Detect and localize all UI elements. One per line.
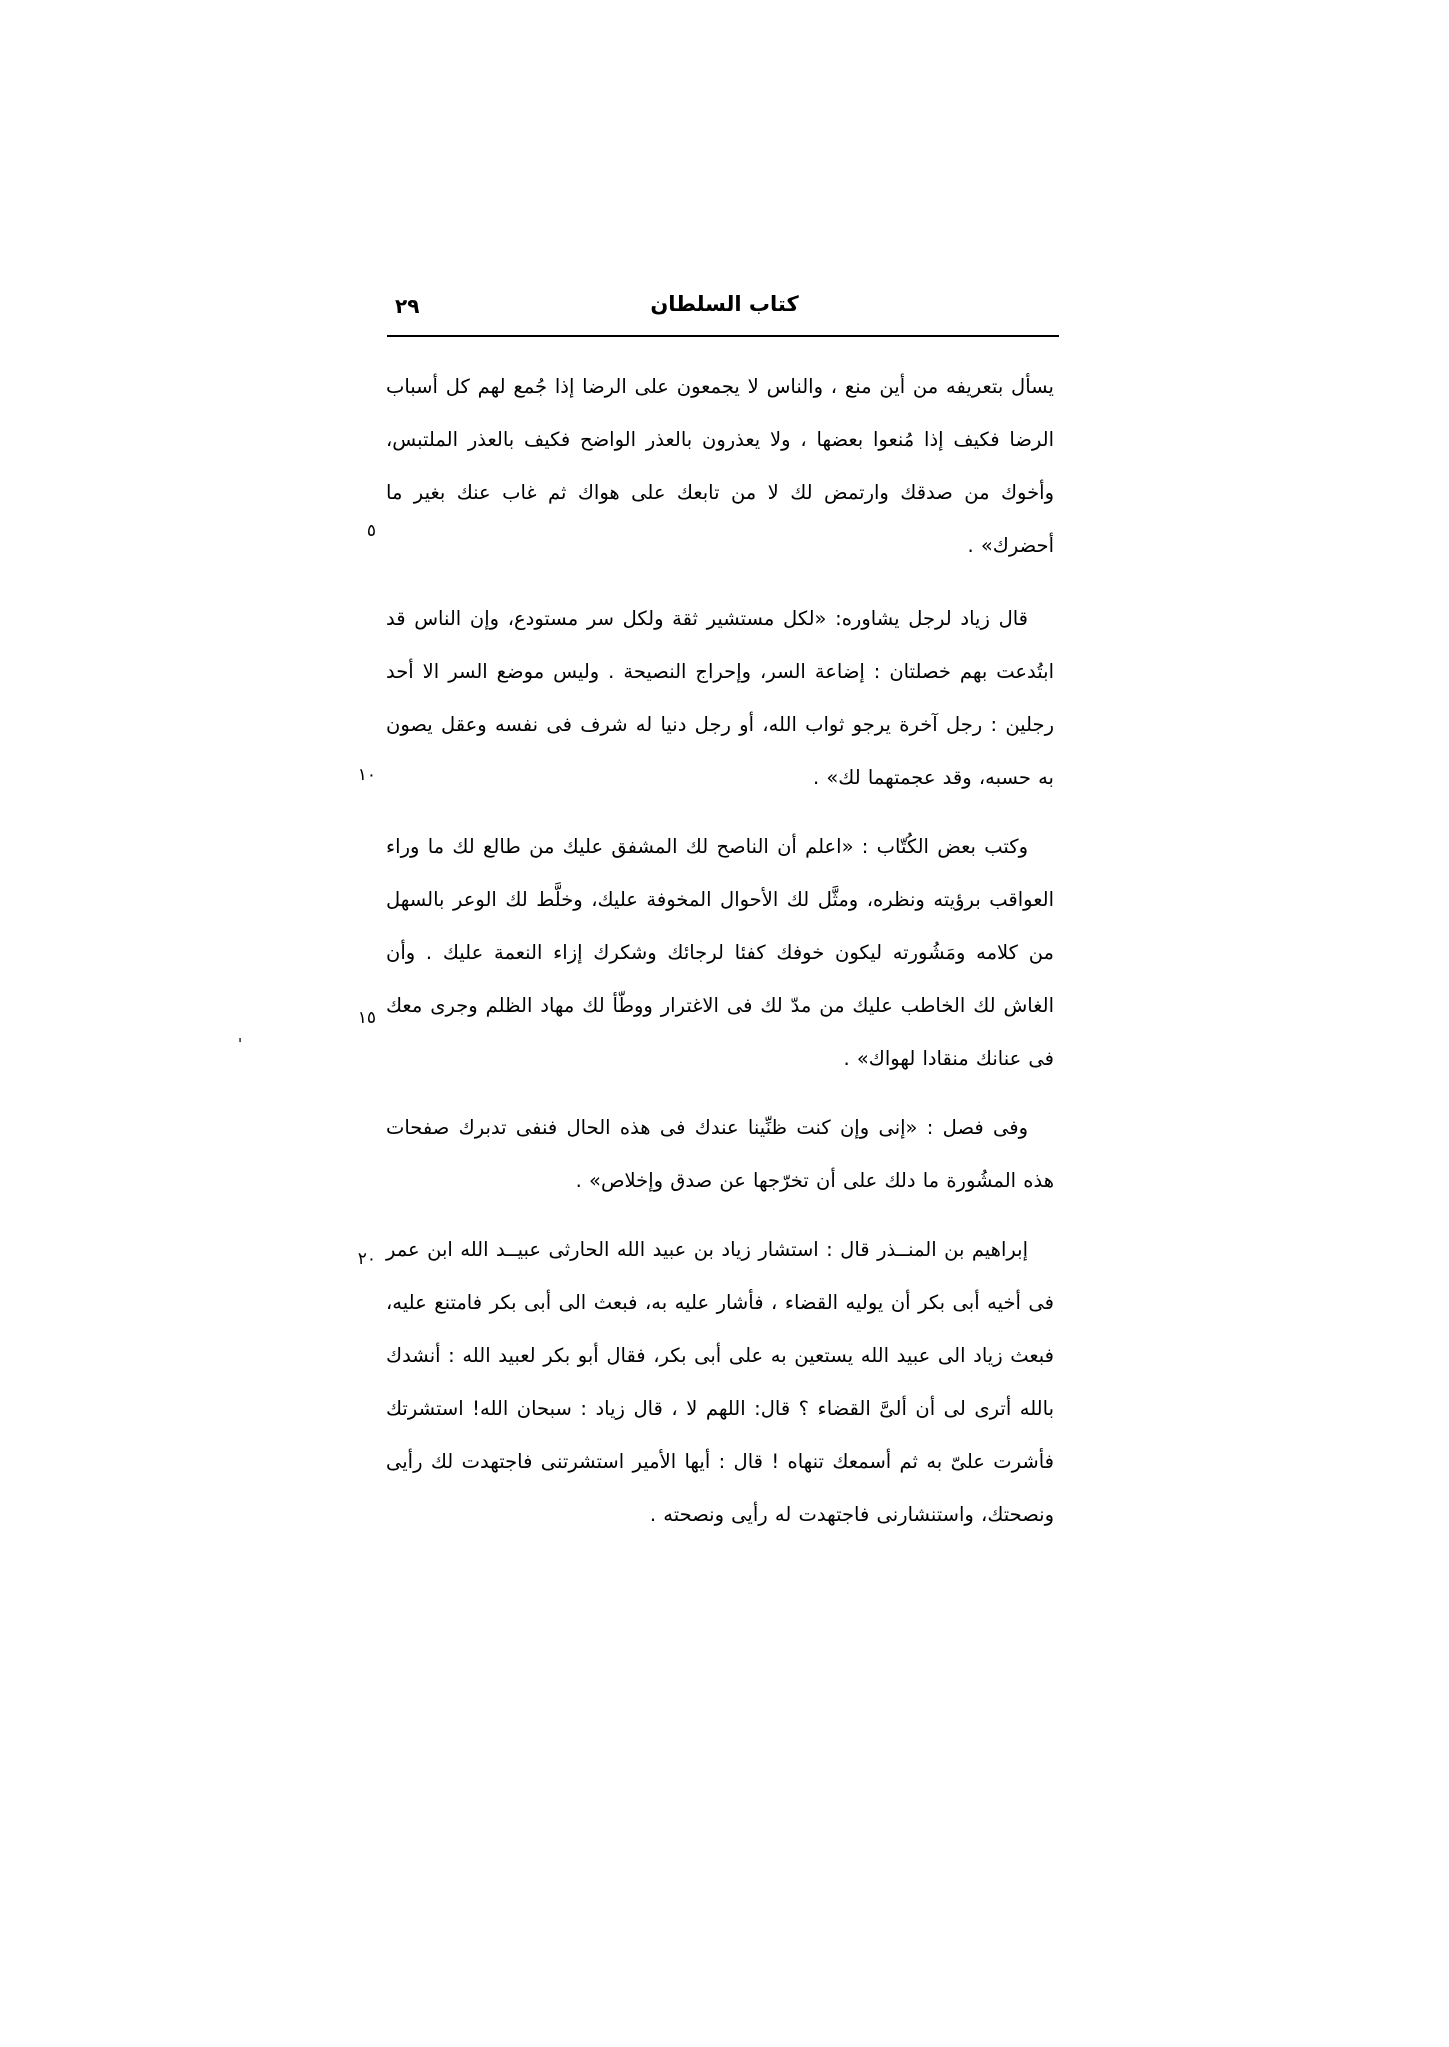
line-number-15: ١٥ <box>357 1008 376 1028</box>
paragraph-5: إبراهيم بن المنــذر قال : استشار زياد بن عبيد الله الحارثى عبيــد الله ابن عمر فى أخيه أبى بكر أن يوليه القضاء ، فأشار عليه به، فبعث الى أبى بكر فامتنع عليه، فبعث زياد الى عبيد الله يستعين به على أبى بكر، فقال أبو بكر لعبيد الله : أنشدك بالله أترى لى أن ألىَّ القضاء ؟ قال: اللهم لا ، قال زياد : سبحان الله! استشرتك فأشرت علىّ به ثم أسمعك تنهاه ! قال : أيها الأمير استشرتنى فاجتهدت لك رأيى ونصحتك، واستنشارنى فاجتهدت له رأيى ونصحته . <box>386 1238 1054 1526</box>
paragraph-1: يسأل بتعريفه من أين منع ، والناس لا يجمعون على الرضا إذا جُمع لهم كل أسباب الرضا فكيف إذا مُنعوا بعضها ، ولا يعذرون بالعذر الواضح فكيف بالعذر الملتبس، وأخوك من صدقك وارتمض لك لا من تابعك على هواك ثم غاب عنك بغير ما أحضرك» . <box>386 375 1054 557</box>
page-header <box>395 292 1054 332</box>
page-number: ٢٩ <box>395 294 420 318</box>
header-rule <box>387 335 1059 337</box>
page-body <box>386 360 1054 1557</box>
book-title: كتاب السلطان <box>650 292 799 316</box>
paragraph-2: قال زياد لرجل يشاوره: «لكل مستشير ثقة ولكل سر مستودع، وإن الناس قد ابتُدعت بهم خصلتان : إضاعة السر، وإحراج النصيحة . وليس موضع السر الا أحد رجلين : رجل آخرة يرجو ثواب الله، أو رجل دنيا له شرف فى نفسه وعقل يصون به حسبه، وقد عجمتهما لك» . <box>386 607 1054 789</box>
line-number-5: ٥ <box>366 521 376 541</box>
line-number-10: ١٠ <box>357 765 376 785</box>
paragraph-3: وكتب بعض الكُتّاب : «اعلم أن الناصح لك المشفق عليك من طالع لك ما وراء العواقب برؤيته ونظره، ومثَّل لك الأحوال المخوفة عليك، وخلَّط لك الوعر بالسهل من كلامه ومَشُورته ليكون خوفك كفئا لرجائك وشكرك إزاء النعمة عليك . وأن الغاش لك الخاطب عليك من مدّ لك فى الاغترار ووطّأ لك مهاد الظلم وجرى معك فى عنانك منقادا لهواك» . <box>386 835 1054 1070</box>
margin-apostrophe-mark: ' <box>238 1035 243 1053</box>
line-number-20: ٢٠ <box>357 1249 376 1269</box>
paragraph-4: وفى فصل : «إنى وإن كنت ظنِّينا عندك فى هذه الحال فنفى تدبرك صفحات هذه المشُورة ما دلك على أن تخرّجها عن صدق وإخلاص» . <box>386 1116 1054 1192</box>
